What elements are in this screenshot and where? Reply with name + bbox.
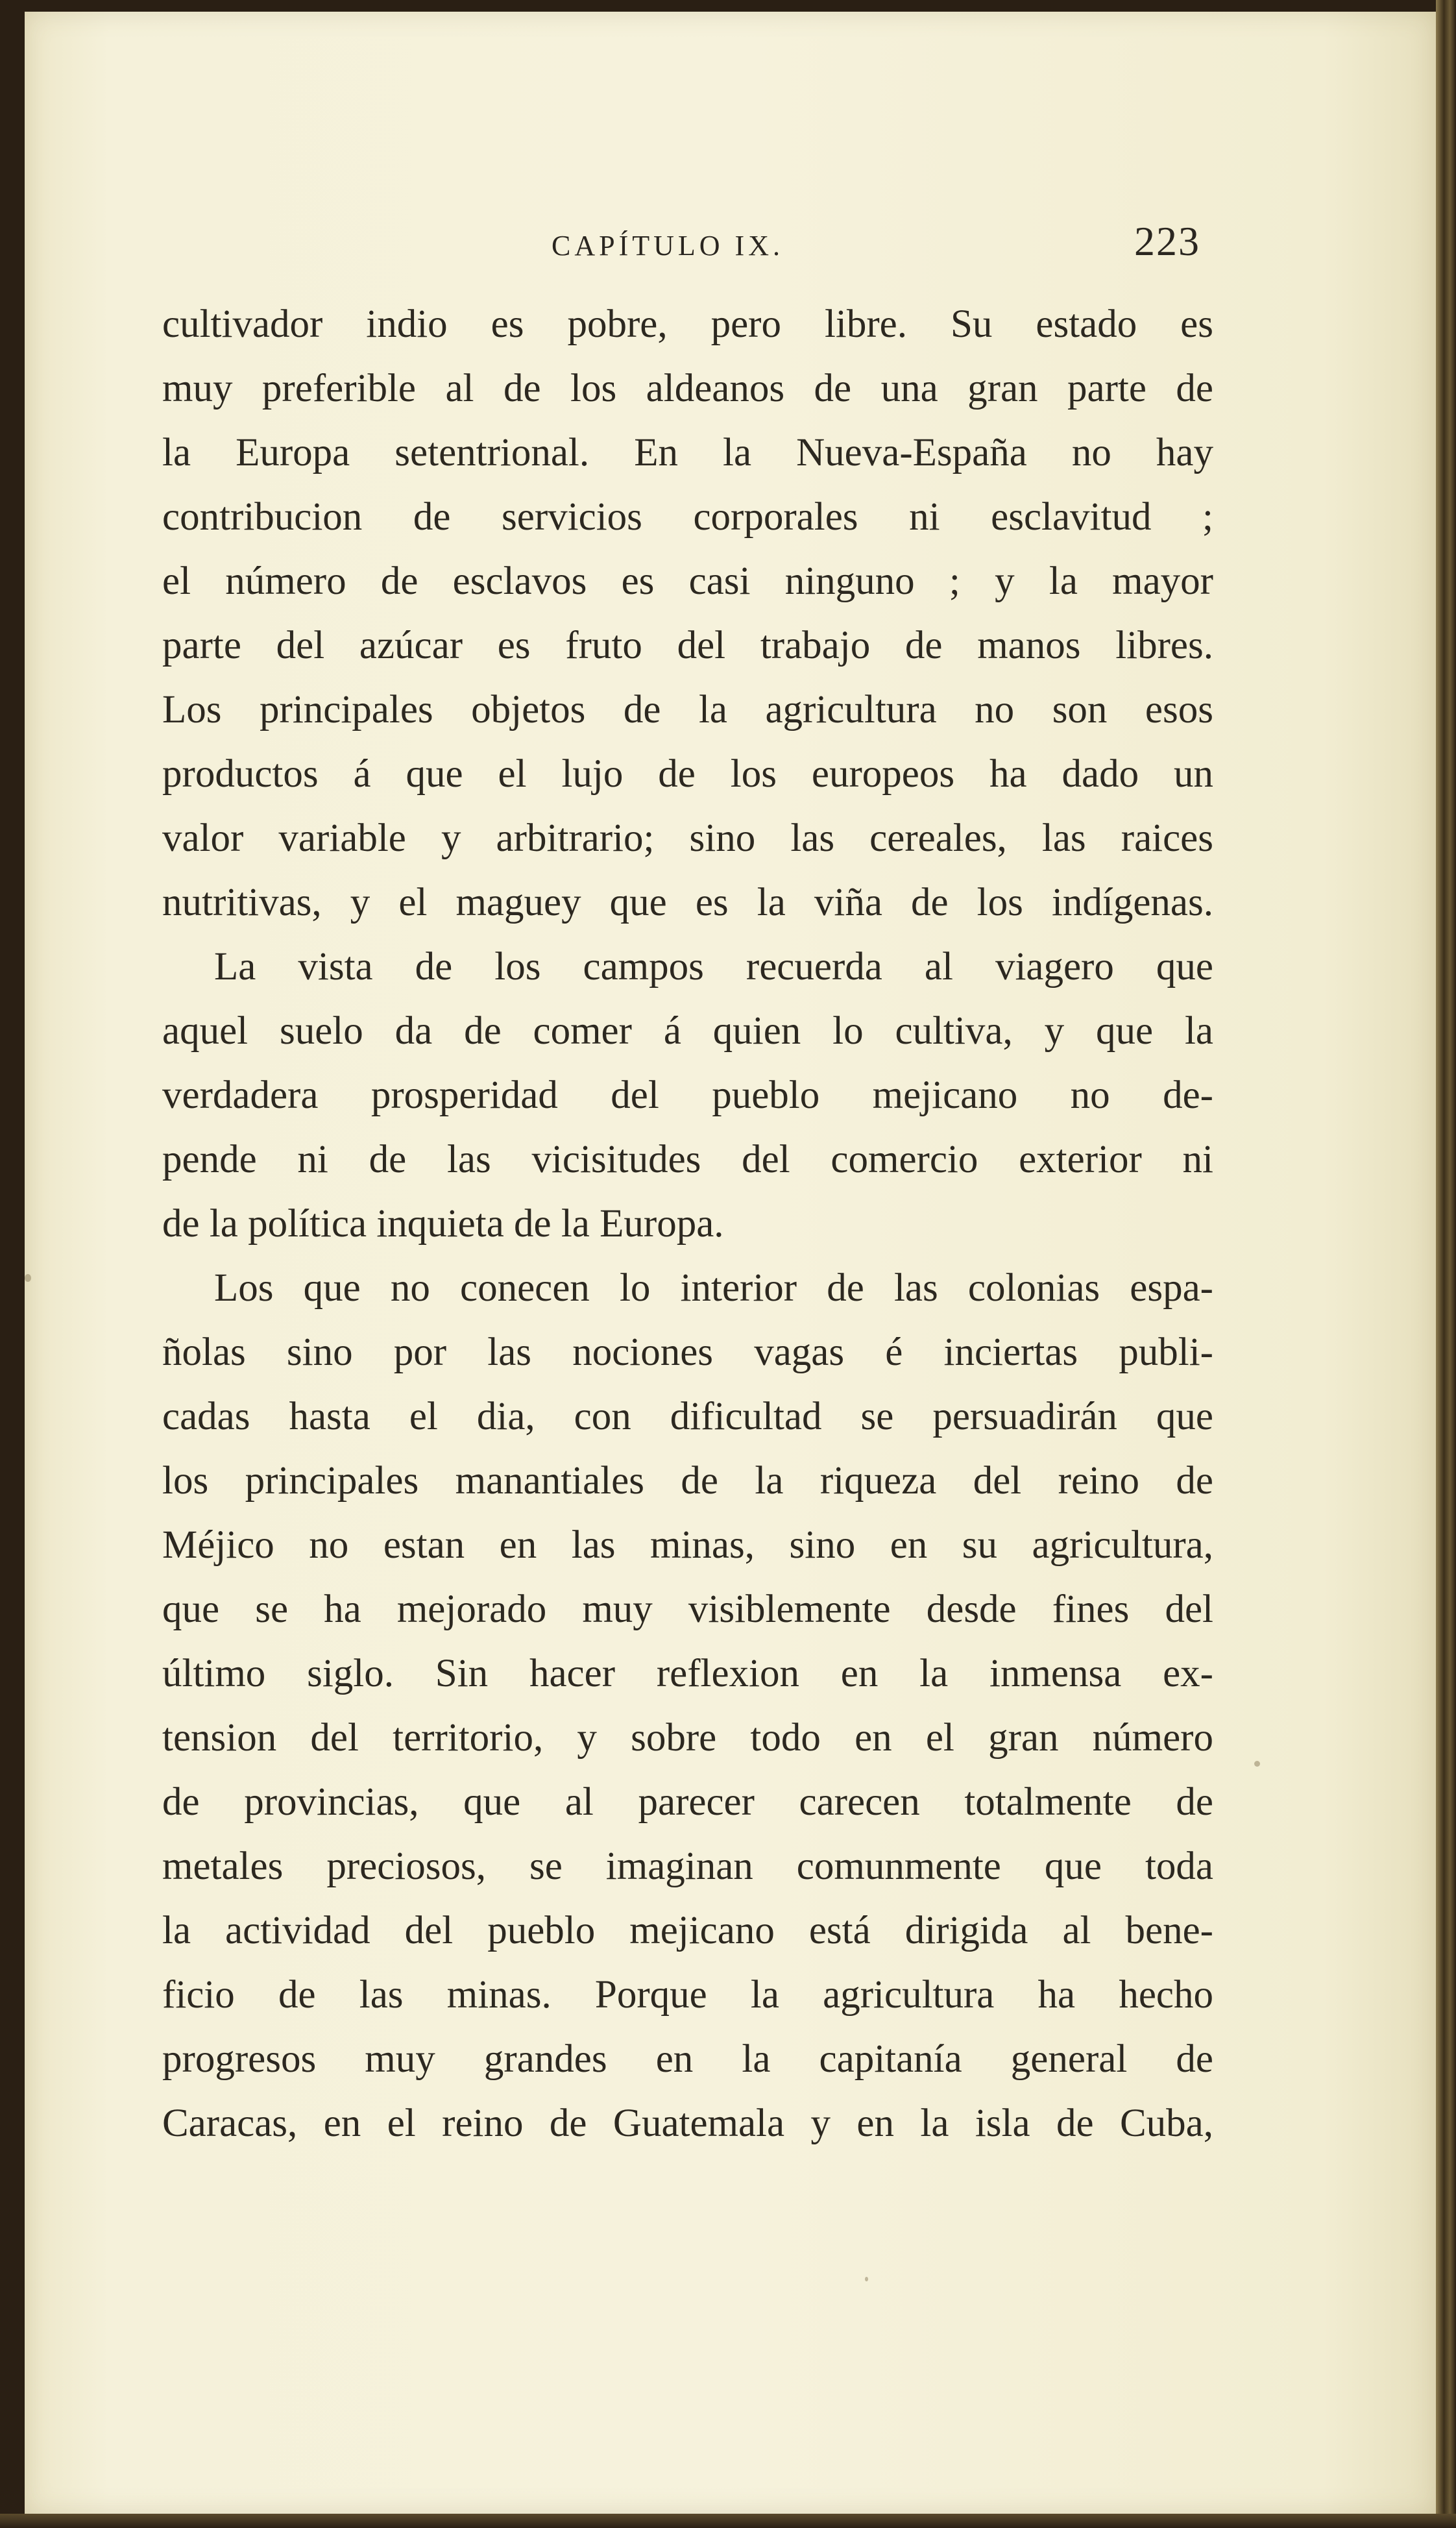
page-edge-shadow-bottom [0, 2514, 1456, 2528]
text-line: progresos muy grandes en la capitanía general de [162, 2037, 1213, 2081]
paragraph-last-line: de la política inquieta de la Europa. [162, 1202, 724, 1246]
text-line: pende ni de las vicisitudes del comercio exterior ni [162, 1138, 1213, 1181]
page-number: 223 [1134, 218, 1200, 264]
text-line: valor variable y arbitrario; sino las cereales, las raices [162, 816, 1213, 860]
text-line: cultivador indio es pobre, pero libre. Su estado es [162, 302, 1213, 346]
text-line: productos á que el lujo de los europeos ha dado un [162, 752, 1213, 796]
text-line: aquel suelo da de comer á quien lo cultiva, y que la [162, 1009, 1213, 1053]
text-line: los principales manantiales de la riqueza del reino de [162, 1459, 1213, 1503]
text-line: ficio de las minas. Porque la agricultura ha hecho [162, 1973, 1213, 2017]
text-line: nutritivas, y el maguey que es la viña de los indígenas. [162, 881, 1213, 924]
paper-speck [25, 1274, 31, 1282]
paragraph-first-line: Los que no conecen lo interior de las colonias espa- [214, 1266, 1213, 1310]
body-text [162, 292, 1213, 2155]
text-line: último siglo. Sin hacer reflexion en la inmensa ex- [162, 1652, 1213, 1695]
text-line: muy preferible al de los aldeanos de una gran parte de [162, 367, 1213, 410]
paper-speck [1254, 1761, 1260, 1767]
text-line: la Europa setentrional. En la Nueva-España no hay [162, 431, 1213, 474]
paper-speck [865, 2277, 868, 2281]
text-line: tension del territorio, y sobre todo en el gran número [162, 1716, 1213, 1760]
text-line: Caracas, en el reino de Guatemala y en la isla de Cuba, [162, 2102, 1213, 2145]
text-line: metales preciosos, se imaginan comunmente que toda [162, 1845, 1213, 1888]
scan-border-top [0, 0, 1456, 12]
text-line: verdadera prosperidad del pueblo mejicano no de- [162, 1074, 1213, 1117]
text-line: ñolas sino por las nociones vagas é inciertas publi- [162, 1331, 1213, 1374]
text-line: parte del azúcar es fruto del trabajo de manos libres. [162, 624, 1213, 667]
text-line: el número de esclavos es casi ninguno ; y la mayor [162, 559, 1213, 603]
paragraph-first-line: La vista de los campos recuerda al viagero que [214, 945, 1213, 988]
text-line: Méjico no estan en las minas, sino en su agricultura, [162, 1523, 1213, 1567]
text-line: la actividad del pueblo mejicano está dirigida al bene- [162, 1909, 1213, 1952]
text-line: de provincias, que al parecer carecen totalmente de [162, 1780, 1213, 1824]
text-line: que se ha mejorado muy visiblemente desde fines del [162, 1588, 1213, 1631]
chapter-heading: CAPÍTULO IX. [552, 230, 784, 262]
text-line: contribucion de servicios corporales ni esclavitud ; [162, 495, 1213, 539]
page-edge-shadow-right [1436, 0, 1456, 2528]
text-line: cadas hasta el dia, con dificultad se persuadirán que [162, 1395, 1213, 1438]
text-line: Los principales objetos de la agricultura no son esos [162, 688, 1213, 731]
running-head [162, 217, 1200, 276]
